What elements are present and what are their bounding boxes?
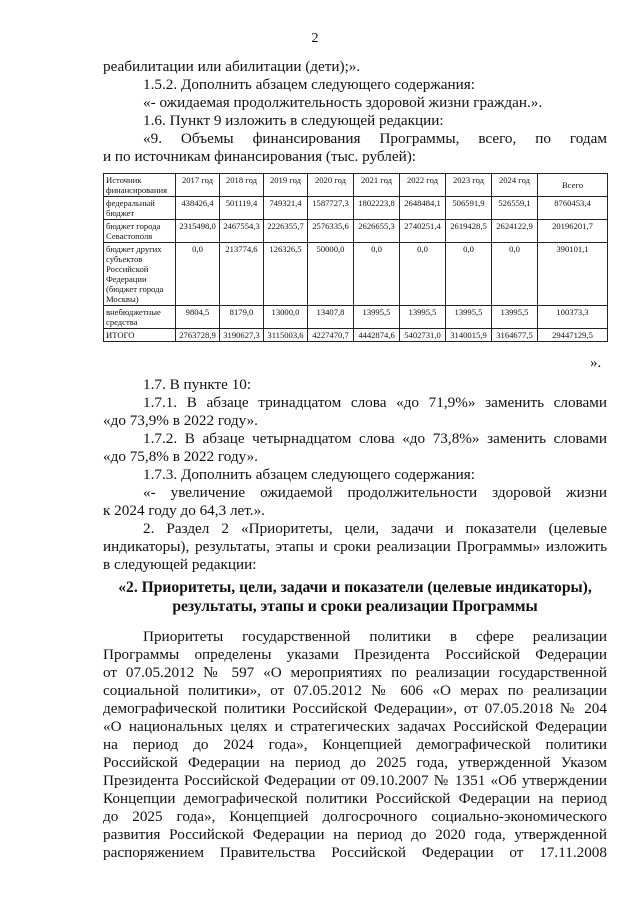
- text-line: развития Российской Федерации на период до 2020 года, утвержденной: [103, 826, 607, 843]
- row-source: бюджет города Севастополя: [104, 220, 176, 243]
- table-row: [104, 197, 608, 220]
- text-line: от 07.05.2012 № 597 «О мероприятиях по реализации государственной: [103, 664, 607, 681]
- cell-total: 390101,1: [538, 243, 608, 306]
- cell: 0,0: [492, 243, 538, 306]
- cell: 0,0: [176, 243, 220, 306]
- cell: 213774,6: [220, 243, 264, 306]
- text-line: «9. Объемы финансирования Программы, всего, по годам: [143, 130, 607, 147]
- page-number: 2: [311, 31, 319, 46]
- cell-total: 100373,3: [538, 306, 608, 329]
- text-line: 1.7.3. Дополнить абзацем следующего содержания:: [143, 466, 475, 483]
- cell: 2619428,5: [446, 220, 492, 243]
- cell: 501119,4: [220, 197, 264, 220]
- section-heading: «2. Приоритеты, цели, задачи и показатели (целевые индикаторы),: [118, 579, 592, 596]
- cell: 2226355,7: [264, 220, 308, 243]
- cell: 1587727,3: [308, 197, 354, 220]
- text-line: 1.7.1. В абзаце тринадцатом слова «до 71,9%» заменить словами: [143, 394, 607, 411]
- cell: 2315498,0: [176, 220, 220, 243]
- cell: 5402731,0: [400, 329, 446, 342]
- cell: 13995,5: [446, 306, 492, 329]
- cell: 749321,4: [264, 197, 308, 220]
- cell-total: 8760453,4: [538, 197, 608, 220]
- text-line: «до 75,8% в 2022 году».: [103, 448, 258, 465]
- row-source: ИТОГО: [104, 329, 176, 342]
- cell: 2763728,9: [176, 329, 220, 342]
- cell: 13000,0: [264, 306, 308, 329]
- cell-total: 20196201,7: [538, 220, 608, 243]
- cell: 13995,5: [354, 306, 400, 329]
- cell: 526559,1: [492, 197, 538, 220]
- closing-quote: ».: [590, 355, 602, 371]
- text-line: Президента Российской Федерации от 09.10.2007 № 1351 «Об утверждении: [103, 772, 607, 789]
- header-year: 2020 год: [308, 174, 354, 197]
- header-year: 2022 год: [400, 174, 446, 197]
- text-line: на период до 2024 года», Концепцией демографической политики: [103, 736, 607, 753]
- text-line: 1.7. В пункте 10:: [143, 376, 252, 393]
- text-line: и по источникам финансирования (тыс. рублей):: [103, 148, 417, 165]
- cell: 9804,5: [176, 306, 220, 329]
- text-line: «до 73,9% в 2022 году».: [103, 412, 258, 429]
- cell: 506591,9: [446, 197, 492, 220]
- text-line: социальной политики», от 07.05.2012 № 606 «О мерах по реализации: [103, 682, 607, 699]
- row-source: федеральный бюджет: [104, 197, 176, 220]
- cell: 2576335,6: [308, 220, 354, 243]
- cell: 2626655,3: [354, 220, 400, 243]
- text-line: демографической политики Российской Федерации», от 07.05.2018 № 204: [103, 700, 607, 717]
- header-source: Источник финансирования: [104, 174, 176, 197]
- cell: 2467554,3: [220, 220, 264, 243]
- cell: 50000,0: [308, 243, 354, 306]
- cell: 0,0: [446, 243, 492, 306]
- cell: 3190627,3: [220, 329, 264, 342]
- text-line: к 2024 году до 64,3 лет.».: [103, 502, 265, 519]
- text-line: 1.6. Пункт 9 изложить в следующей редакции:: [143, 112, 444, 129]
- cell: 1802223,8: [354, 197, 400, 220]
- text-line: в следующей редакции:: [103, 556, 257, 573]
- cell: 2624122,9: [492, 220, 538, 243]
- cell: 2648484,1: [400, 197, 446, 220]
- cell: 4227470,7: [308, 329, 354, 342]
- cell: 8179,0: [220, 306, 264, 329]
- table-row: [104, 243, 608, 306]
- row-source: бюджет других субъектов Российской Федерации (бюджет города Москвы): [104, 243, 176, 306]
- text-line: Программы определены указами Президента Российской Федерации: [103, 646, 607, 663]
- cell: 3140015,9: [446, 329, 492, 342]
- row-source: внебюджетные средства: [104, 306, 176, 329]
- header-year: 2018 год: [220, 174, 264, 197]
- cell: 13995,5: [400, 306, 446, 329]
- table-row: [104, 220, 608, 243]
- text-line: Российской Федерации на период до 2025 года, утвержденной Указом: [103, 754, 607, 771]
- text-line: индикаторы), результаты, этапы и сроки реализации Программы» изложить: [103, 538, 607, 555]
- table-header-row: [104, 174, 608, 197]
- cell: 0,0: [354, 243, 400, 306]
- header-year: 2024 год: [492, 174, 538, 197]
- text-line: распоряжением Правительства Российской Федерации от 17.11.2008: [103, 844, 607, 861]
- financing-table: [103, 173, 608, 342]
- cell: 2740251,4: [400, 220, 446, 243]
- cell: 3164677,5: [492, 329, 538, 342]
- header-year: 2021 год: [354, 174, 400, 197]
- cell: 4442874,6: [354, 329, 400, 342]
- text-line: Концепции демографической политики Российской Федерации на период: [103, 790, 607, 807]
- header-total: Всего: [538, 174, 608, 197]
- section-heading: результаты, этапы и сроки реализации Программы: [172, 598, 538, 615]
- table-total-row: [104, 329, 608, 342]
- header-year: 2017 год: [176, 174, 220, 197]
- cell: 0,0: [400, 243, 446, 306]
- text-line: «- увеличение ожидаемой продолжительности здоровой жизни: [143, 484, 607, 501]
- table-row: [104, 306, 608, 329]
- text-line: Приоритеты государственной политики в сфере реализации: [143, 628, 607, 645]
- text-line: 2. Раздел 2 «Приоритеты, цели, задачи и показатели (целевые: [143, 520, 607, 537]
- cell: 13995,5: [492, 306, 538, 329]
- cell-total: 29447129,5: [538, 329, 608, 342]
- text-line: 1.7.2. В абзаце четырнадцатом слова «до 73,8%» заменить словами: [143, 430, 607, 447]
- text-line: 1.5.2. Дополнить абзацем следующего содержания:: [143, 76, 475, 93]
- cell: 13407,8: [308, 306, 354, 329]
- cell: 3115003,6: [264, 329, 308, 342]
- cell: 126326,5: [264, 243, 308, 306]
- text-line: «- ожидаемая продолжительность здоровой жизни граждан.».: [143, 94, 543, 111]
- header-year: 2023 год: [446, 174, 492, 197]
- text-line: «О национальных целях и стратегических задачах Российской Федерации: [103, 718, 607, 735]
- cell: 438426,4: [176, 197, 220, 220]
- text-line: до 2025 года», Концепцией долгосрочного социально-экономического: [103, 808, 607, 825]
- header-year: 2019 год: [264, 174, 308, 197]
- text-line: реабилитации или абилитации (дети);».: [103, 58, 361, 75]
